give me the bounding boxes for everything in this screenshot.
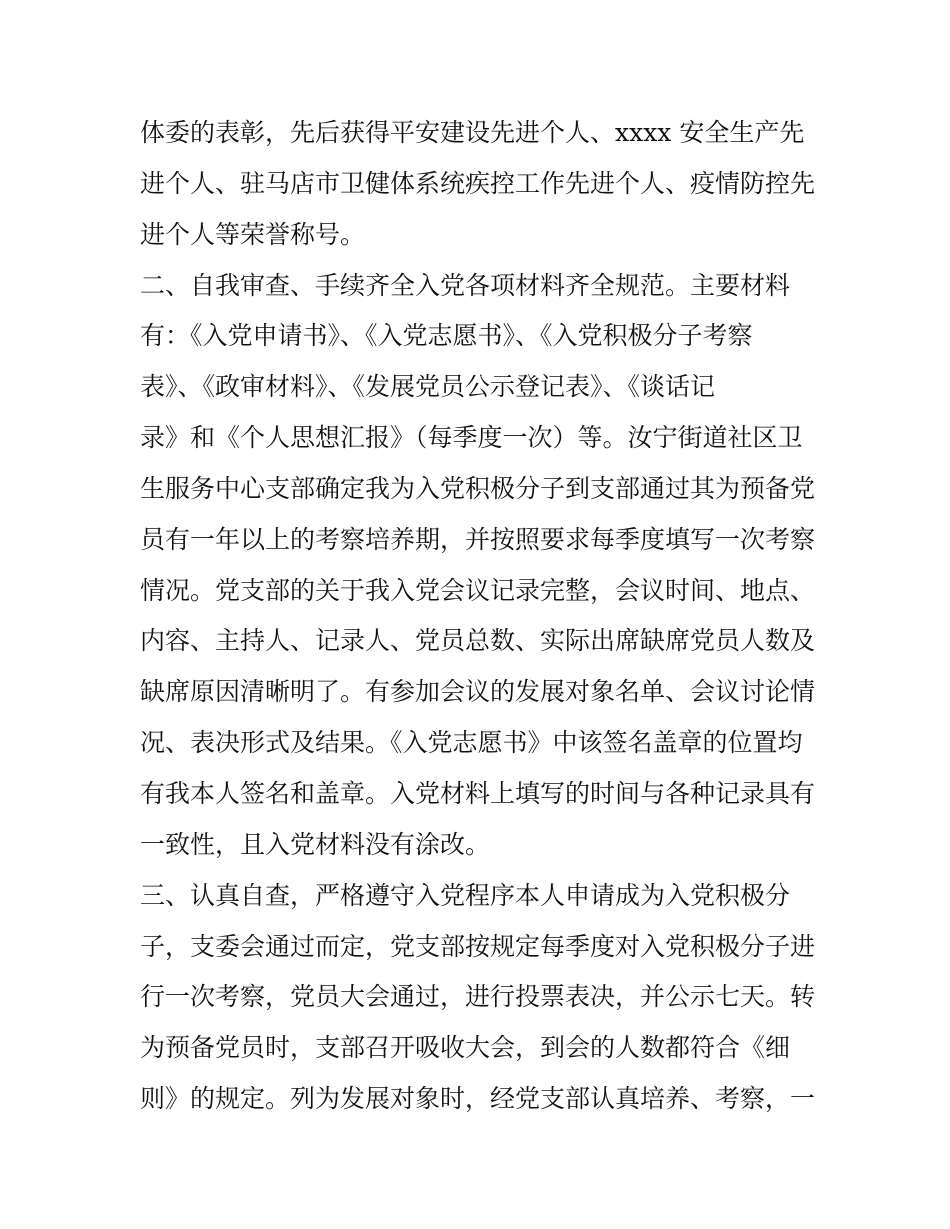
text-line: 生服务中心支部确定我为入党积极分子到支部通过其为预备党 xyxy=(140,473,816,503)
text-line: 员有一年以上的考察培养期，并按照要求每季度填写一次考察 xyxy=(140,524,816,554)
text-line: 表》、《政审材料》、《发展党员公示登记表》、《谈话记 xyxy=(140,372,716,402)
text-line: 体委的表彰，先后获得平安建设先进个人、xxxx 安全生产先 xyxy=(140,118,805,147)
text-line: 有：《入党申请书》、《入党志愿书》、《入党积极分子考察 xyxy=(140,321,753,351)
body-text xyxy=(140,108,820,1125)
text-line: 三、认真自查，严格遵守入党程序本人申请成为入党积极分 xyxy=(140,880,791,910)
text-line: 况、表决形式及结果。《入党志愿书》中该签名盖章的位置均 xyxy=(140,728,803,758)
text-line: 为预备党员时，支部召开吸收大会，到会的人数都符合《细 xyxy=(140,1033,791,1063)
text-line: 子，支委会通过而定，党支部按规定每季度对入党积极分子进 xyxy=(140,931,816,961)
text-line: 二、自我审查、手续齐全入党各项材料齐全规范。主要材料 xyxy=(140,270,791,300)
text-line: 情况。党支部的关于我入党会议记录完整，会议时间、地点、 xyxy=(140,575,816,605)
text-line: 进个人等荣誉称号。 xyxy=(140,219,366,249)
text-line: 行一次考察，党员大会通过，进行投票表决，并公示七天。转 xyxy=(140,982,816,1012)
text-line: 缺席原因清晰明了。有参加会议的发展对象名单、会议讨论情 xyxy=(140,677,816,707)
text-line: 进个人、驻马店市卫健体系统疾控工作先进个人、疫情防控先 xyxy=(140,168,816,198)
text-line: 一致性，且入党材料没有涂改。 xyxy=(140,829,491,859)
text-line: 录》和《个人思想汇报》（每季度一次）等。汝宁街道社区卫 xyxy=(140,423,803,453)
text-line: 内容、主持人、记录人、党员总数、实际出席缺席党员人数及 xyxy=(140,626,816,656)
text-line: 有我本人签名和盖章。入党材料上填写的时间与各种记录具有 xyxy=(140,778,816,808)
text-line: 则》的规定。列为发展对象时，经党支部认真培养、考察，一 xyxy=(140,1084,816,1114)
